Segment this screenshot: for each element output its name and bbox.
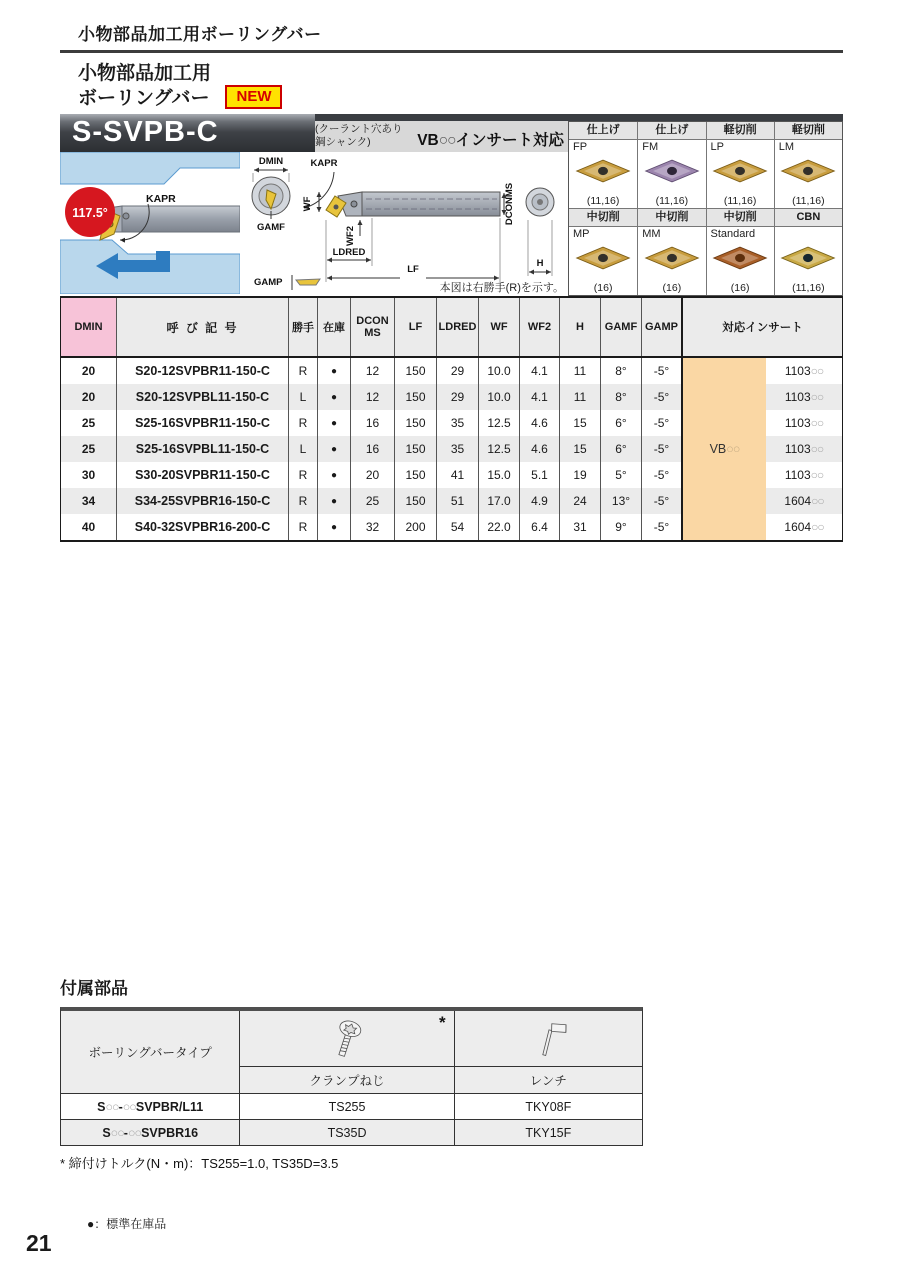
gamp-label: GAMP [254,277,283,288]
insert-grid [568,121,843,296]
wrench-part-cell: TKY15F [525,1125,572,1140]
dcon-line2: MS [364,327,381,339]
cell-insert-size [766,514,842,540]
cell-gamf: 8° [600,358,641,384]
insert-grade-code: MP [573,228,590,240]
accessories-section [60,974,843,1172]
insert-size-num: 1103 [784,442,811,456]
insert-grade-body [707,227,774,295]
cell-designation: S30-20SVPBR11-150-C [116,462,288,488]
insert-image [711,157,769,185]
col-header-ldred: LDRED [436,298,478,356]
cell-designation: S20-12SVPBR11-150-C [116,358,288,384]
cell-insert-size [766,462,842,488]
insert-grade-code: MM [642,228,661,240]
dimension-diagram [240,152,568,294]
cell-ldred: 29 [436,358,478,384]
cell-wf: 10.0 [478,384,519,410]
table-row [61,462,681,488]
screw-part-cell: TS255 [240,1094,454,1119]
kapr-label: KAPR [310,158,338,169]
wrench-column [455,1011,642,1093]
insert-image [711,244,769,272]
dconms-label: DCONMS [504,182,515,226]
col-header-insert: 対応インサート [683,298,842,358]
cell-ldred: 41 [436,462,478,488]
type-dash: - [118,1099,123,1114]
cell-designation: S20-12SVPBL11-150-C [116,384,288,410]
cell-h: 31 [559,514,600,540]
cell-gamf: 8° [600,384,641,410]
cell-wf2: 4.1 [519,358,559,384]
table-row [61,358,681,384]
insert-image [643,244,701,272]
insert-grade-code: LP [710,141,724,153]
insert-grid-cell [706,122,774,208]
cell-stock-dot: ● [317,488,350,514]
insert-sizes: (11,16) [723,195,757,207]
cell-h: 15 [559,410,600,436]
insert-sizes: (11,16) [792,195,825,207]
insert-grade-code: LM [778,141,795,153]
cell-ldred: 54 [436,514,478,540]
clamp-screw [351,201,357,207]
cell-dconms: 16 [350,410,394,436]
cell-designation: S25-16SVPBR11-150-C [116,410,288,436]
insert-grade-header: 中切削 [707,209,774,227]
insert-column-body [683,358,842,540]
col-header-h: H [559,298,600,356]
cell-lf: 150 [394,488,436,514]
cell-hand: R [288,410,317,436]
clamp-screw-label: クランプねじ [240,1066,453,1093]
cell-wf2: 4.6 [519,436,559,462]
insert-grid-cell [569,122,637,208]
title-rule [60,50,843,53]
gamf-label: GAMF [257,222,285,233]
torque-star: * [439,1013,446,1032]
cell-wf: 22.0 [478,514,519,540]
cell-dmin: 25 [81,416,96,430]
insert-grade-header: 軽切削 [707,122,774,140]
cell-insert-size [766,358,842,384]
insert-size-circles: ○○ [810,364,824,378]
cell-dmin: 34 [81,494,96,508]
cell-dconms: 16 [350,436,394,462]
cell-stock-dot: ● [317,384,350,410]
insert-grid-cell [637,208,705,295]
product-header-zone [60,114,843,294]
bar-type-cell [61,1094,240,1119]
wf2-label: WF2 [345,225,356,247]
accessories-rows [61,1093,642,1145]
cell-lf: 200 [394,514,436,540]
insert-compat: VB○○インサート対応 [417,132,564,149]
spec-table [60,296,843,542]
cell-ldred: 29 [436,384,478,410]
insert-grade-code: FP [573,141,588,153]
dmin-label: DMIN [258,156,284,167]
accessories-table [60,1007,643,1146]
cell-wf2: 4.1 [519,384,559,410]
page-content [60,0,843,1172]
wrench-icon-cell [455,1011,642,1066]
insert-image [779,244,837,272]
cell-gamp: -5° [641,462,681,488]
clamp-screw [123,213,129,219]
insert-size-circles: ○○ [810,390,824,404]
insert-grid-cell [706,208,774,295]
cell-stock-dot: ● [317,514,350,540]
cell-dconms: 12 [350,384,394,410]
col-header-gamf: GAMF [600,298,641,356]
vb-text: VB [709,442,727,456]
new-badge: NEW [225,85,282,109]
kapr-label: KAPR [146,193,176,205]
col-header-dconms [350,298,394,356]
cell-insert-size [766,384,842,410]
application-photo [60,152,241,294]
cell-wf2: 6.4 [519,514,559,540]
bar-type-header: ボーリングバータイプ [61,1011,240,1093]
clamp-screw-icon-cell [240,1011,453,1066]
insert-size-circles: ○○ [810,442,824,456]
cell-ldred: 51 [436,488,478,514]
product-name: S-SVPB-C [60,114,315,152]
cell-insert-size [766,436,842,462]
type-dash: - [123,1125,128,1140]
cell-ldred: 35 [436,436,478,462]
vb-insert-span-cell [683,358,766,540]
photo-illustration [60,152,240,294]
wrench-icon [529,1017,567,1061]
insert-size-circles: ○○ [810,416,824,430]
subtitle-line1: 小物部品加工用 [78,63,212,84]
cell-h: 11 [559,358,600,384]
insert-grade-body [638,140,705,208]
col-header-wf: WF [478,298,519,356]
accessories-row [61,1093,642,1119]
insert-size-num: 1103 [784,468,811,482]
cell-wf2: 4.6 [519,410,559,436]
cell-hand: L [288,436,317,462]
type-prefix: S [102,1125,111,1140]
product-subtitle [78,63,843,110]
col-header-name: 呼 び 記 号 [116,298,288,356]
type-circles1: ○○ [110,1125,124,1140]
insert-column-section [681,298,842,540]
cell-dmin: 40 [81,520,96,534]
accessories-row [61,1119,642,1145]
cell-stock-dot: ● [317,358,350,384]
cell-gamp: -5° [641,436,681,462]
type-prefix: S [97,1099,106,1114]
cell-h: 11 [559,384,600,410]
cell-lf: 150 [394,410,436,436]
table-row [61,514,681,540]
cell-gamp: -5° [641,358,681,384]
insert-size-num: 1604 [784,520,812,534]
cell-gamp: -5° [641,410,681,436]
insert-size-circles: ○○ [810,468,824,482]
cell-h: 19 [559,462,600,488]
cell-lf: 150 [394,462,436,488]
insert-values [766,358,842,540]
spec-table-body [61,358,681,540]
shank-end-hole [537,199,543,205]
insert-size-num: 1103 [784,364,811,378]
insert-image [643,157,701,185]
cell-designation: S25-16SVPBL11-150-C [116,436,288,462]
screw-part-cell: TS35D [240,1120,454,1145]
subtitle-line2: ボーリングバー [78,88,210,109]
col-header-lf: LF [394,298,436,356]
cell-lf: 150 [394,384,436,410]
insert-grade-header: CBN [775,209,842,227]
wf-label: WF [302,196,313,212]
insert-grade-header: 中切削 [569,209,637,227]
cell-wf: 12.5 [478,436,519,462]
cell-hand: R [288,488,317,514]
col-header-hand: 勝手 [288,298,317,356]
cell-stock-dot: ● [317,462,350,488]
spec-table-header [61,298,681,358]
type-circles2: ○○ [122,1099,136,1114]
cell-designation: S34-25SVPBR16-150-C [116,488,288,514]
accessories-header [61,1011,642,1093]
col-header-wf2: WF2 [519,298,559,356]
insert-grade-code: Standard [710,228,756,240]
vb-circles: ○○ [726,442,740,456]
cell-wf2: 5.1 [519,462,559,488]
insert-grade-body [638,227,705,295]
col-header-stock: 在庫 [317,298,350,356]
cell-gamf: 6° [600,410,641,436]
cell-hand: R [288,514,317,540]
wrench-part-cell: TKY08F [525,1099,572,1114]
cell-wf: 10.0 [478,358,519,384]
page-title: 小物部品加工用ボーリングバー [78,25,322,44]
insert-size-num: 1604 [784,494,812,508]
lf-label: LF [407,264,419,275]
h-label: H [536,258,544,269]
product-subinfo [315,121,568,152]
insert-grade-body [569,227,637,295]
clamp-screw-column [240,1011,454,1093]
cell-lf: 150 [394,358,436,384]
type-circles1: ○○ [105,1099,119,1114]
insert-image [779,157,837,185]
cell-dmin: 20 [81,364,96,378]
insert-grid-cell [637,122,705,208]
type-suffix: SVPBR16 [141,1125,199,1140]
wrench-label: レンチ [455,1066,642,1093]
insert-grade-body [707,140,774,208]
table-row [61,488,681,514]
cell-dmin: 25 [81,442,96,456]
cell-h: 24 [559,488,600,514]
cell-gamf: 9° [600,514,641,540]
insert-hole [334,205,339,210]
cell-hand: R [288,462,317,488]
stock-legend: ●：標準在庫品 [87,1217,167,1231]
ldred-label: LDRED [332,247,366,258]
cell-gamp: -5° [641,488,681,514]
insert-sizes: (16) [593,282,613,294]
cell-dconms: 20 [350,462,394,488]
accessories-title: 付属部品 [60,979,128,998]
cell-stock-dot: ● [317,436,350,462]
cell-lf: 150 [394,436,436,462]
bar-shank [362,192,500,216]
col-header-gamp: GAMP [641,298,681,356]
insert-grid-cell [774,122,842,208]
cell-hand: L [288,384,317,410]
angle-value: 117.5° [72,206,108,220]
gamp-insert-profile [296,279,320,285]
table-row [61,436,681,462]
type-suffix: SVPBR/L11 [135,1099,204,1114]
cell-dmin: 20 [81,390,96,404]
cell-wf: 17.0 [478,488,519,514]
cell-dconms: 32 [350,514,394,540]
cell-gamf: 13° [600,488,641,514]
cell-dconms: 25 [350,488,394,514]
insert-grade-header: 仕上げ [638,122,705,140]
insert-size-num: 1103 [784,416,811,430]
insert-grade-body [775,140,842,208]
cell-stock-dot: ● [317,410,350,436]
clamp-screw-icon [328,1017,366,1061]
diagram-drawing [240,152,568,294]
cell-gamf: 5° [600,462,641,488]
insert-sizes: (11,16) [586,195,620,207]
torque-footnote: * 締付けトルク(N・m)：TS255=1.0, TS35D=3.5 [60,1156,339,1171]
insert-grid-cell [569,208,637,295]
insert-sizes: (11,16) [792,282,825,294]
insert-grade-code: FM [642,141,659,153]
cell-gamf: 6° [600,436,641,462]
cell-insert-size [766,488,842,514]
cell-dconms: 12 [350,358,394,384]
bar-type-cell [61,1120,240,1145]
cell-wf: 15.0 [478,462,519,488]
insert-grid-cell [774,208,842,295]
insert-size-num: 1103 [784,390,811,404]
insert-sizes: (16) [730,282,750,294]
cell-ldred: 35 [436,410,478,436]
insert-sizes: (16) [662,282,682,294]
hand-note: 本図は右勝手(R)を示す。 [439,282,564,294]
insert-grade-header: 軽切削 [775,122,842,140]
cell-dmin: 30 [81,468,96,482]
insert-sizes: (11,16) [655,195,689,207]
col-header-dmin: DMIN [61,298,116,356]
insert-grade-body [775,227,842,295]
cell-gamp: -5° [641,384,681,410]
cell-wf: 12.5 [478,410,519,436]
insert-image [574,157,632,185]
table-row [61,410,681,436]
shank-note: (クーラント穴あり鋼シャンク) [315,123,403,148]
cell-gamp: -5° [641,514,681,540]
insert-image [574,244,632,272]
page-number: 21 [26,1230,52,1256]
cell-insert-size [766,410,842,436]
workpiece-top-wall [60,152,240,184]
type-circles2: ○○ [127,1125,142,1140]
insert-size-circles: ○○ [811,494,824,508]
cell-h: 15 [559,436,600,462]
table-row [61,384,681,410]
insert-grade-header: 中切削 [638,209,705,227]
cell-hand: R [288,358,317,384]
insert-grade-body [569,140,637,208]
cell-designation: S40-32SVPBR16-200-C [116,514,288,540]
cell-wf2: 4.9 [519,488,559,514]
insert-grade-header: 仕上げ [569,122,637,140]
boring-bar-shank [122,206,240,232]
insert-size-circles: ○○ [811,520,824,534]
spec-table-left [61,298,681,540]
dcon-line1: DCON [356,315,389,327]
